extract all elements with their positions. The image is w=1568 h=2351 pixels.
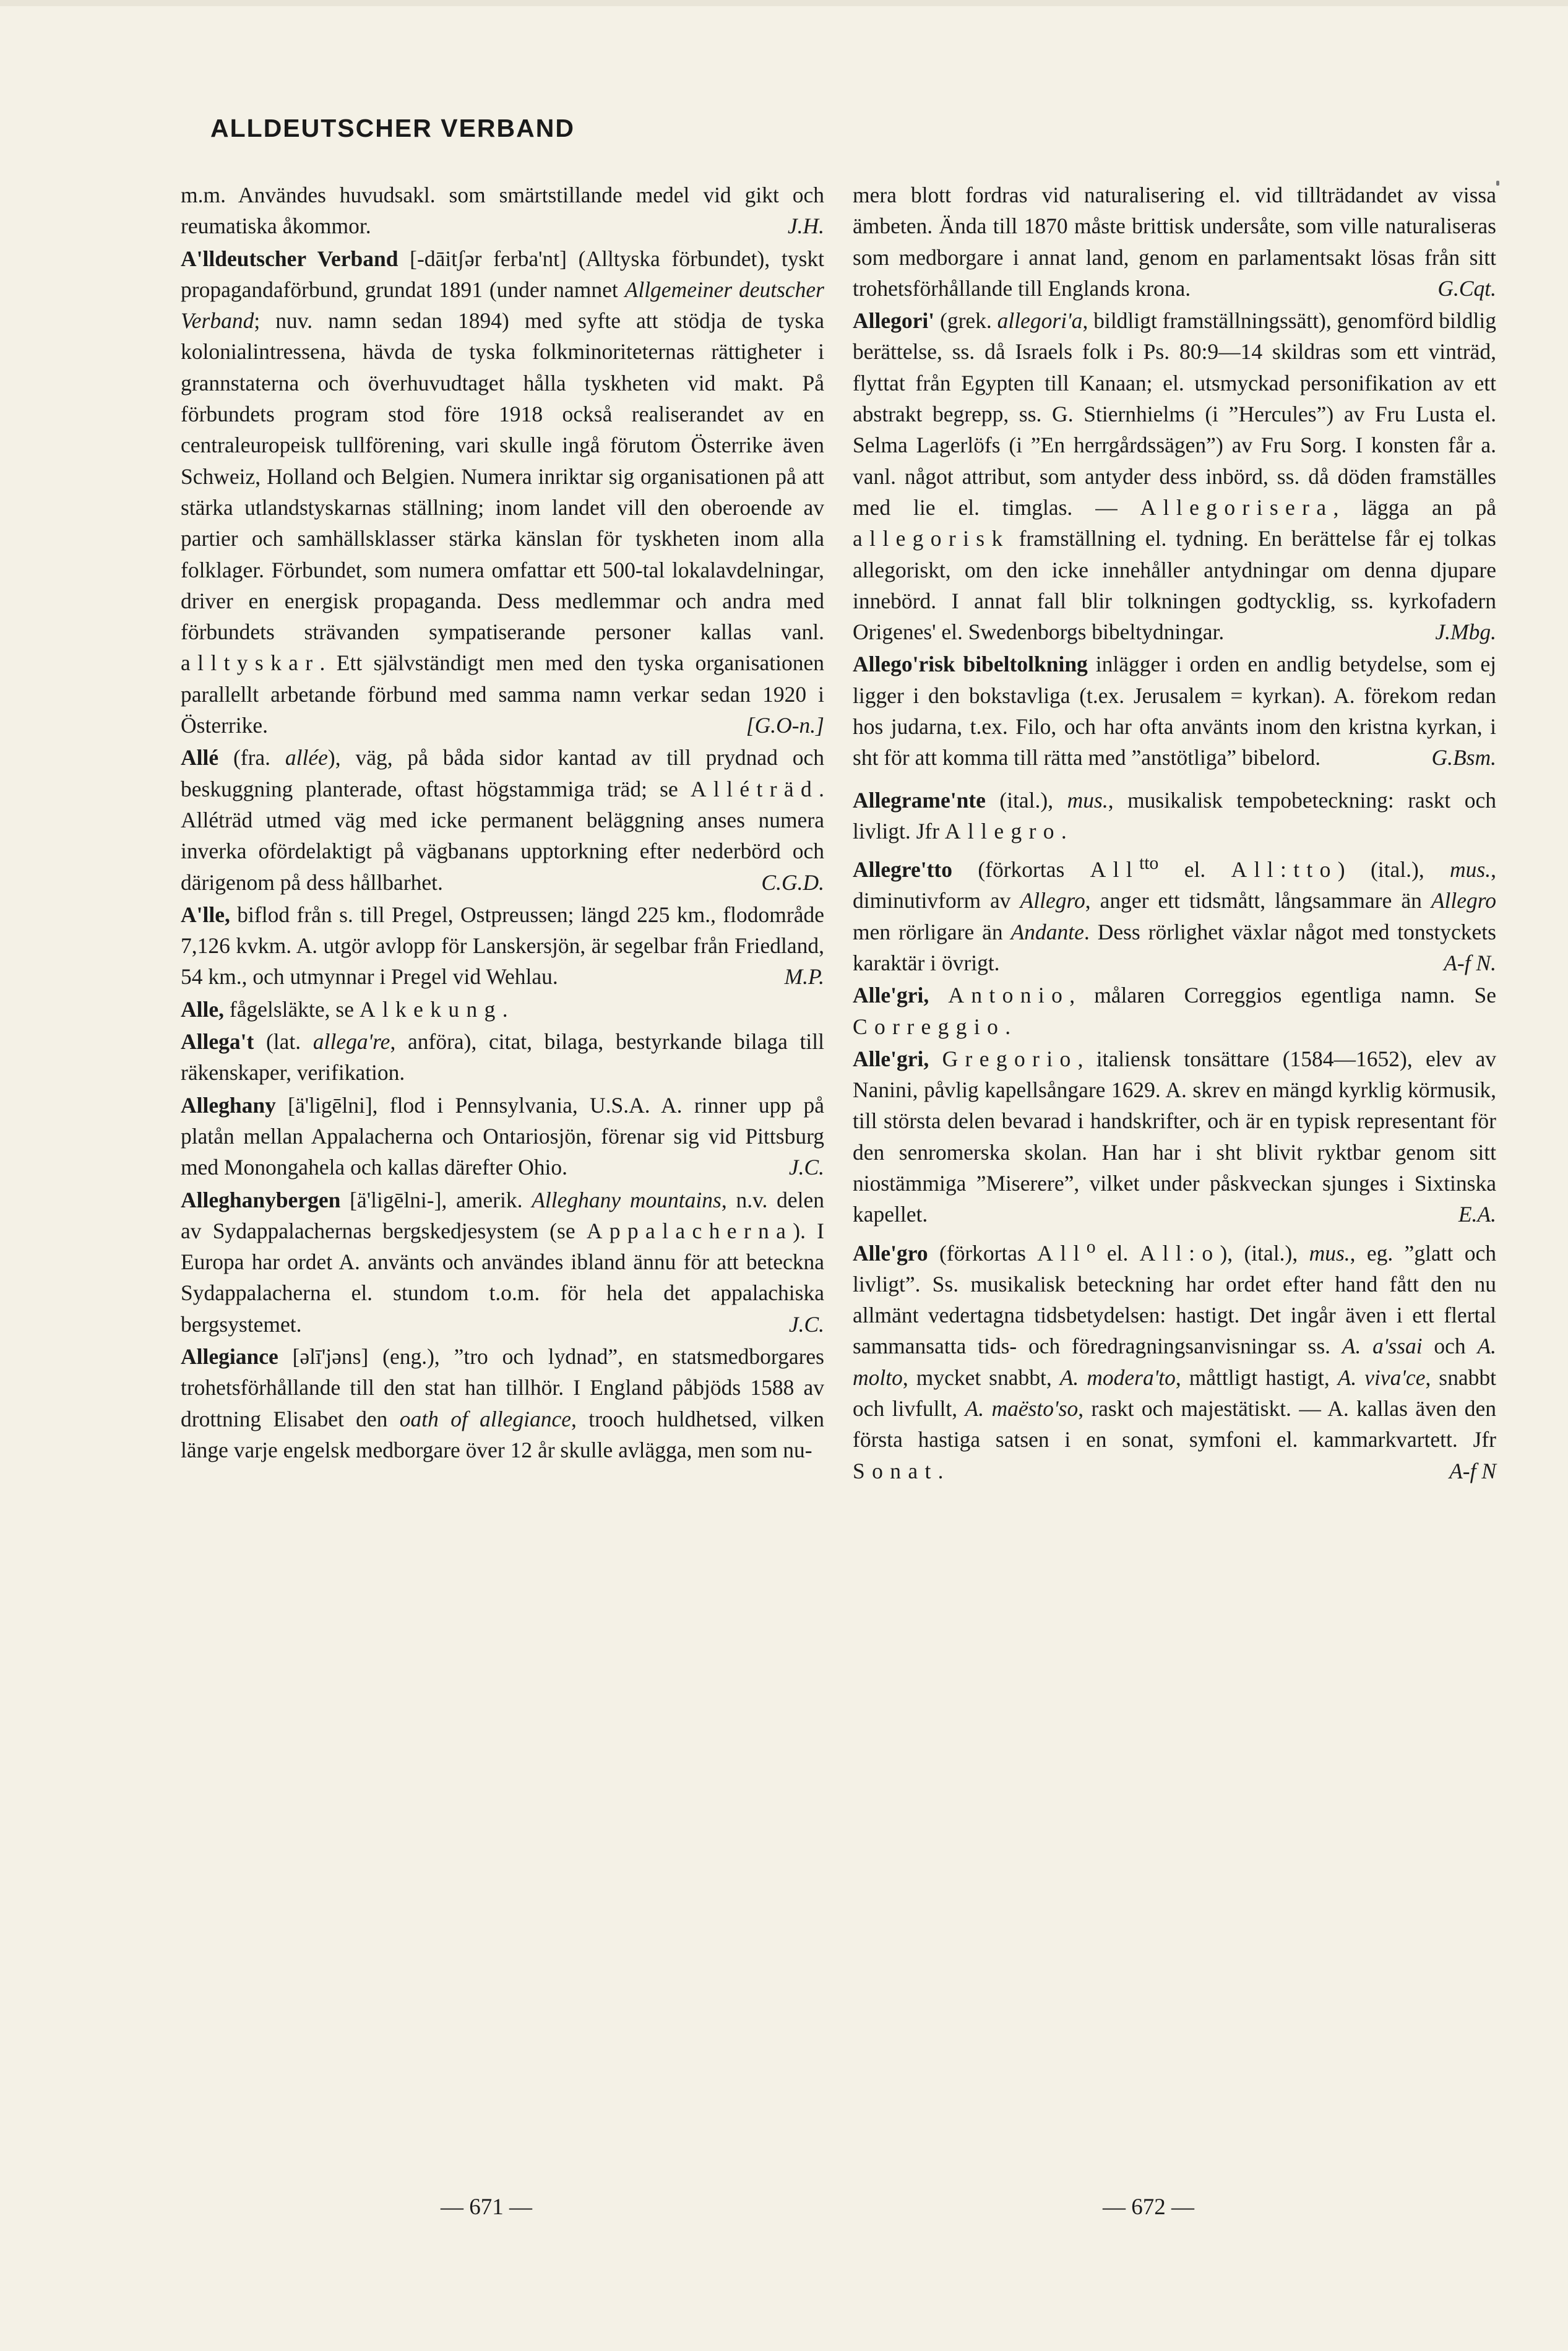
author-signature: A-f N (1449, 1458, 1496, 1483)
entry-alldeutscher-verband: A'lldeutscher Verband [-dāitʃər ferba'nt] (Alltyska förbundet), tyskt propagandaförbund, grundat 1891 (under namnet Allgemeiner deutscher Verband; nuv. namn sedan 1894) med syfte att stödja de tyska kolonialintressena, hävda de tyska folkminoriteternas rättigheter i grannstaterna och överhuvudtaget hålla tyskheten vid makt. På förbundets program stod före 1918 också realiserandet av en centraleuropeisk tullförening, vari skulle ingå förutom Österrike även Schweiz, Holland och Belgien. Numera inriktar sig organisationen på att stärka utlandstyskarnas ställning; inom landet vill den oberoende av partier och samhällsklasser stärka känslan för tyskheten inom alla folklager. Förbundet, som numera omfattar ett 500-tal lokalavdelningar, driver en energisk propaganda. Dess medlemmar och andra med förbundets strävanden sympatiserande personer kallas vanl. alltyskar. Ett självständigt men med den tyska organisationen parallellt arbetande förbund med samma namn verkar sedan 1920 i Österrike. [G.O-n.] (181, 243, 824, 741)
running-title: ALLDEUTSCHER VERBAND (210, 114, 575, 142)
headword: Allega't (181, 1029, 254, 1055)
headword: Alle'gri, (853, 1046, 929, 1071)
entry-allegretto: Allegre'tto (förkortas All$^{tto}$ el. All:tto) (ital.), mus., diminutivform av Allegro, anger ett tidsmått, långsammare än Allegro men rörligare än Andante. Dess rörlighet växlar något med tonstyckets karaktär i övrigt. A-f N. (853, 848, 1496, 978)
headword: Allegrame'nte (853, 787, 986, 813)
author-signature: M.P. (784, 964, 824, 990)
entry-allegat: Allega't (lat. allega're, anföra), citat, bilaga, bestyrkande bilaga till räkenskaper, verifikation. (181, 1029, 824, 1085)
headword: Alleghanybergen (181, 1187, 341, 1212)
author-signature: J.H. (787, 214, 824, 239)
headword: Allegori' (853, 308, 935, 334)
entry-allegramente: Allegrame'nte (ital.), mus., musikalisk tempobeteckning: raskt och livligt. Jfr Allegro. (853, 787, 1496, 843)
page-number-right: — 672 — (1103, 2194, 1194, 2220)
entry-continuation: m.m. Användes huvudsakl. som smärtstillande medel vid gikt och reumatiska åkommor. J.H. (181, 179, 824, 242)
headword: Allegre'tto (853, 857, 952, 882)
author-signature: E.A. (1458, 1202, 1496, 1227)
margin-mark (1496, 181, 1499, 186)
entry-alleghanybergen: Alleghanybergen [ä'ligēlni-], amerik. Alleghany mountains, n.v. delen av Sydappalachernas bergskedjesystem (se Appalacherna). I Europa har ordet A. använts och användes ibland ännu för att beteckna Sydappalacherna el. stundom t.o.m. för hela det appalachiska bergsystemet. J.C. (181, 1184, 824, 1340)
right-column (853, 179, 1496, 1486)
entry-alle-bird: Alle, fågelsläkte, se Alkekung. (181, 996, 508, 1022)
headword: Allegiance (181, 1344, 278, 1369)
author-signature: J.Mbg. (1435, 619, 1496, 645)
headword: Alle'gro (853, 1240, 928, 1266)
headword: Alleghany (181, 1092, 276, 1118)
entry-allegri-antonio: Alle'gri, Antonio, målaren Correggios egentliga namn. Se Correggio. (853, 983, 1496, 1039)
entry-allegorisk-bibeltolkning: Allego'risk bibeltolkning inlägger i orden en andlig betydelse, som ej ligger i den bokstavliga (t.ex. Jerusalem = kyrkan). A. förekom redan hos judarna, t.ex. Filo, och har ofta använts inom den kristna kyrkan, i sht för att komma till rätta med ”anstötliga” bibelord. G.Bsm. (853, 649, 1496, 773)
entry-allegori: Allegori' (grek. allegori'a, bildligt framställningssätt), genomförd bildlig berättelse, ss. då Israels folk i Ps. 80:9—14 skildras som ett vinträd, flyttat från Egypten till Kanaan; el. utsmyckad personifikation av ett abstrakt begrepp, ss. G. Stiernhielms (i ”Hercules”) av Fru Lusta el. Selma Lagerlöfs (i ”En herrgårdssägen”) av Fru Sorg. I konsten får a. vanl. något attribut, som antyder dess inbörd, ss. då döden framställes med lie el. timglas. — Allegorisera, lägga an på allegorisk framställning el. tydning. En berättelse får ej tolkas allegoriskt, om den icke innehåller antydningar om denna djupare innebörd. I annat fall blir tolkningen godtycklig, ss. kyrkofadern Origenes' el. Swedenborgs bibeltydningar. J.Mbg. (853, 305, 1496, 647)
headword: Allego'risk bibeltolkning (853, 652, 1088, 677)
entry-alle: Allé (fra. allée), väg, på båda sidor kantad av till prydnad och beskuggning planterade, oftast högstammiga träd; se Alléträd. Alléträd utmed väg med icke permanent beläggning anses numera inverka ofördelaktigt på vägbanans upptorkning efter nederbörd och därigenom på dess hållbarhet. C.G.D. (181, 742, 824, 897)
page-number-left: — 671 — (441, 2194, 532, 2220)
author-signature: J.C. (788, 1311, 824, 1337)
headword: A'lldeutscher Verband (181, 246, 398, 271)
headword: Alle'gri, (853, 983, 929, 1008)
entry-allegiance-continuation: mera blott fordras vid naturalisering el. vid tillträdandet av vissa ämbeten. Ända till 1870 måste brittisk undersåte, som ville naturaliseras som medborgare i annat land, genom en parlamentsakt lösas från sitt trohetsförhållande till Englands krona. G.Cqt. (853, 179, 1496, 304)
author-signature: A-f N. (1444, 950, 1496, 975)
page-top-edge (0, 0, 1568, 6)
entry-allegro: Alle'gro (förkortas All$^o$ el. All:o), (ital.), mus., eg. ”glatt och livligt”. Ss. musikalisk beteckning har ordet efter hand fått den nu allmänt vedertagna tidsbetydelsen: hastigt. Det ingår även i ett flertal sammansatta tids- och föredragningsanvisningar ss. A. a'ssai och A. molto, mycket snabbt, A. modera'to, måttligt hastigt, A. viva'ce, snabbt och livfullt, A. maësto'so, raskt och majestätiskt. — A. kallas även den första hastiga satsen i en sonat, symfoni el. kammarkvartett. Jfr Sonat. A-f N (853, 1232, 1496, 1486)
author-signature: C.G.D. (761, 869, 824, 895)
headword: Allé (181, 745, 219, 770)
author-signature: J.C. (788, 1155, 824, 1180)
entry-allegiance: Allegiance [əlī'jəns] (eng.), ”tro och lydnad”, en statsmedborgares trohetsförhållande till den stat han tillhör. I England påbjöds 1588 av drottning Elisabet den oath of allegiance, trooch huldhetsed, vilken länge varje engelsk medborgare över 12 år skulle avlägga, men som nu- (181, 1344, 824, 1462)
author-signature: G.Bsm. (1431, 745, 1496, 770)
author-signature: G.Cqt. (1437, 275, 1496, 301)
author-signature: [G.O-n.] (746, 713, 824, 738)
left-column (181, 179, 824, 1465)
entry-alle-river: A'lle, biflod från s. till Pregel, Ostpreussen; längd 225 km., flodområde 7,126 kvkm. A. utgör avlopp för Lanskersjön, är segelbar från Friedland, 54 km., och utmynnar i Pregel vid Wehlau. M.P. (181, 899, 824, 993)
entry-alleghany: Alleghany [ä'ligēlni], flod i Pennsylvania, U.S.A. A. rinner upp på platån mellan Appalacherna och Ontariosjön, förenar sig vid Pittsburg med Monongahela och kallas därefter Ohio. J.C. (181, 1090, 824, 1183)
headword: Alle, (181, 996, 224, 1022)
entry-allegri-gregorio: Alle'gri, Gregorio, italiensk tonsättare (1584—1652), elev av Nanini, påvlig kapellsångare 1629. A. skrev en mängd kyrklig körmusik, till största delen bevarad i handskrifter, och är en typisk representant för den senromerska skolan. Han har i sht blivit ryktbar genom sitt niostämmiga ”Miserere”, vilket under påskveckan sjunges i Sixtinska kapellet. E.A. (853, 1043, 1496, 1230)
headword: A'lle, (181, 902, 230, 927)
